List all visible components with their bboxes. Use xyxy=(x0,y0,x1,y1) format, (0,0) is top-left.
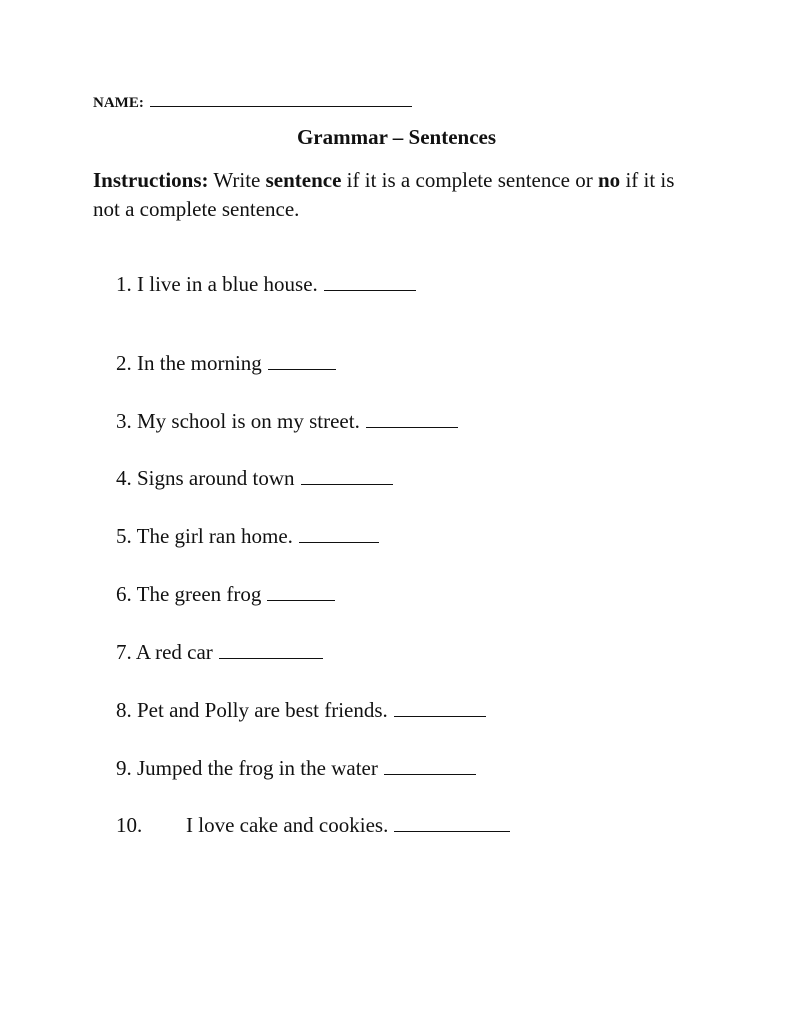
question-number: 3. xyxy=(116,409,132,433)
question-text: Jumped the frog in the water xyxy=(137,756,378,780)
question-number: 7. xyxy=(116,640,132,664)
question-text: Signs around town xyxy=(137,466,295,490)
question-item xyxy=(116,409,458,434)
question-text: I love cake and cookies. xyxy=(186,813,389,837)
question-text: The green frog xyxy=(136,582,262,606)
answer-blank[interactable] xyxy=(394,698,486,717)
answer-blank[interactable] xyxy=(219,640,323,659)
question-text: The girl ran home. xyxy=(136,524,293,548)
question-item xyxy=(116,524,379,549)
worksheet-title: Grammar – Sentences xyxy=(296,125,497,149)
question-item xyxy=(116,813,510,838)
instructions-text-2: if it is a complete sentence or xyxy=(346,168,593,192)
question-number: 8. xyxy=(116,698,132,722)
question-item xyxy=(116,756,476,781)
question-number: 9. xyxy=(116,756,132,780)
question-number: 1. xyxy=(116,272,132,296)
answer-blank[interactable] xyxy=(301,466,393,485)
instructions-label: Instructions: xyxy=(93,168,209,192)
question-number: 5. xyxy=(116,524,132,548)
instructions-keyword-sentence: sentence xyxy=(265,168,342,192)
answer-blank[interactable] xyxy=(384,756,476,775)
name-label: NAME: xyxy=(93,95,144,111)
question-number: 2. xyxy=(116,351,132,375)
name-field[interactable] xyxy=(150,90,412,107)
question-item xyxy=(116,466,393,491)
answer-blank[interactable] xyxy=(394,813,510,832)
question-number: 4. xyxy=(116,466,132,490)
answer-blank[interactable] xyxy=(267,582,335,601)
question-item xyxy=(116,351,336,376)
answer-blank[interactable] xyxy=(324,272,416,291)
question-number: 6. xyxy=(116,582,132,606)
question-text: Pet and Polly are best friends. xyxy=(137,698,388,722)
question-number: 10. xyxy=(116,813,143,837)
question-item xyxy=(116,582,335,607)
question-text: I live in a blue house. xyxy=(137,272,318,296)
question-text: A red car xyxy=(135,640,213,664)
instructions-text-1: Write xyxy=(213,168,261,192)
answer-blank[interactable] xyxy=(366,409,458,428)
answer-blank[interactable] xyxy=(268,351,336,370)
answer-blank[interactable] xyxy=(299,524,379,543)
question-item xyxy=(116,272,416,297)
question-text: In the morning xyxy=(137,351,262,375)
name-row xyxy=(93,90,412,112)
question-item xyxy=(116,640,323,665)
question-text: My school is on my street. xyxy=(137,409,360,433)
instructions-text-3: if it is not a complete sentence. xyxy=(93,168,675,221)
question-item xyxy=(116,698,486,723)
instructions xyxy=(93,166,703,224)
instructions-keyword-no: no xyxy=(598,168,621,192)
